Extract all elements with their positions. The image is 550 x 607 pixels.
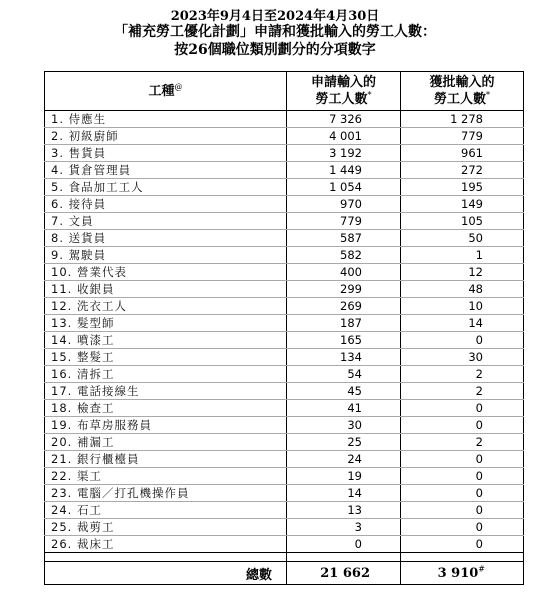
table-row: [45, 145, 524, 162]
header-job-type: [45, 72, 287, 111]
approved-cell: 12: [401, 264, 524, 281]
approved-cell: 195: [401, 179, 524, 196]
table-row: [45, 502, 524, 519]
job-type-cell: 14. 噴漆工: [45, 332, 287, 349]
applied-cell: 400: [287, 264, 401, 281]
applied-cell: 54: [287, 366, 401, 383]
header-applied-line2: 勞工人數: [315, 92, 368, 107]
approved-cell: 0: [401, 519, 524, 536]
header-approved-mark: *: [486, 90, 490, 100]
header-job-type-mark: @: [174, 82, 183, 92]
applied-cell: 4 001: [287, 128, 401, 145]
approved-cell: 14: [401, 315, 524, 332]
approved-cell: 0: [401, 332, 524, 349]
approved-cell: 0: [401, 468, 524, 485]
approved-cell: 2: [401, 366, 524, 383]
approved-cell: 2: [401, 383, 524, 400]
table-row: [45, 111, 524, 128]
job-type-cell: 10. 營業代表: [45, 264, 287, 281]
applied-cell: 299: [287, 281, 401, 298]
job-type-cell: 4. 貨倉管理員: [45, 162, 287, 179]
table-row: [45, 332, 524, 349]
table-row: [45, 179, 524, 196]
table-row: [45, 196, 524, 213]
total-label: 總數: [45, 562, 287, 585]
approved-cell: 272: [401, 162, 524, 179]
job-type-cell: 25. 裁剪工: [45, 519, 287, 536]
approved-cell: 961: [401, 145, 524, 162]
applied-cell: 1 054: [287, 179, 401, 196]
job-type-cell: 17. 電話接線生: [45, 383, 287, 400]
job-type-cell: 22. 渠工: [45, 468, 287, 485]
applied-cell: 587: [287, 230, 401, 247]
labour-table: [44, 71, 524, 585]
job-type-cell: 26. 裁床工: [45, 536, 287, 553]
applied-cell: 1 449: [287, 162, 401, 179]
approved-cell: 1 278: [401, 111, 524, 128]
applied-cell: 30: [287, 417, 401, 434]
job-type-cell: 6. 接待員: [45, 196, 287, 213]
table-row: [45, 162, 524, 179]
job-type-cell: 24. 石工: [45, 502, 287, 519]
approved-cell: 48: [401, 281, 524, 298]
header-approved-line2: 勞工人數: [433, 92, 486, 107]
applied-cell: 13: [287, 502, 401, 519]
job-type-cell: 1. 侍應生: [45, 111, 287, 128]
table-row: [45, 349, 524, 366]
job-type-cell: 15. 整髮工: [45, 349, 287, 366]
header-approved: [401, 72, 524, 111]
approved-cell: 2: [401, 434, 524, 451]
table-row: [45, 485, 524, 502]
table-row: [45, 298, 524, 315]
applied-cell: 165: [287, 332, 401, 349]
applied-cell: 24: [287, 451, 401, 468]
applied-cell: 41: [287, 400, 401, 417]
table-body: [45, 111, 524, 585]
total-approved-mark: #: [478, 564, 485, 574]
job-type-cell: 12. 洗衣工人: [45, 298, 287, 315]
title-line-2: 「補充勞工優化計劃」申請和獲批輸入的勞工人數：: [114, 24, 436, 40]
job-type-cell: 20. 補漏工: [45, 434, 287, 451]
table-row: [45, 281, 524, 298]
total-approved: [401, 562, 524, 585]
table-row: [45, 383, 524, 400]
applied-cell: 582: [287, 247, 401, 264]
approved-cell: 30: [401, 349, 524, 366]
job-type-cell: 9. 駕駛員: [45, 247, 287, 264]
title-line-1: 2023年9月4日至2024年4月30日: [170, 9, 380, 24]
table-row: [45, 434, 524, 451]
applied-cell: 187: [287, 315, 401, 332]
job-type-cell: 7. 文員: [45, 213, 287, 230]
header-applied: [287, 72, 401, 111]
applied-cell: 19: [287, 468, 401, 485]
approved-cell: 105: [401, 213, 524, 230]
table-row: [45, 400, 524, 417]
approved-cell: 779: [401, 128, 524, 145]
table-row: [45, 417, 524, 434]
table-row: [45, 315, 524, 332]
job-type-cell: 8. 送貨員: [45, 230, 287, 247]
approved-cell: 1: [401, 247, 524, 264]
header-job-type-label: 工種: [148, 83, 175, 99]
applied-cell: 7 326: [287, 111, 401, 128]
approved-cell: 0: [401, 502, 524, 519]
applied-cell: 3 192: [287, 145, 401, 162]
total-approved-value: 3 910: [437, 565, 479, 581]
total-applied: 21 662: [287, 562, 401, 585]
job-type-cell: 13. 髮型師: [45, 315, 287, 332]
job-type-cell: 18. 檢查工: [45, 400, 287, 417]
applied-cell: 3: [287, 519, 401, 536]
job-type-cell: 16. 清拆工: [45, 366, 287, 383]
approved-cell: 50: [401, 230, 524, 247]
applied-cell: 45: [287, 383, 401, 400]
job-type-cell: 5. 食品加工工人: [45, 179, 287, 196]
job-type-cell: 23. 電腦／打孔機操作員: [45, 485, 287, 502]
job-type-cell: 3. 售貨員: [45, 145, 287, 162]
spacer-row: [45, 553, 524, 562]
applied-cell: 269: [287, 298, 401, 315]
applied-cell: 134: [287, 349, 401, 366]
table-row: [45, 128, 524, 145]
applied-cell: 25: [287, 434, 401, 451]
title-line-3: 按26個職位類別劃分的分項數字: [174, 42, 376, 58]
applied-cell: 970: [287, 196, 401, 213]
applied-cell: 0: [287, 536, 401, 553]
table-row: [45, 230, 524, 247]
table-row: [45, 366, 524, 383]
approved-cell: 0: [401, 536, 524, 553]
table-row: [45, 536, 524, 553]
approved-cell: 0: [401, 485, 524, 502]
applied-cell: 14: [287, 485, 401, 502]
job-type-cell: 21. 銀行櫃檯員: [45, 451, 287, 468]
table-row: [45, 519, 524, 536]
table-row: [45, 468, 524, 485]
job-type-cell: 2. 初級廚師: [45, 128, 287, 145]
approved-cell: 149: [401, 196, 524, 213]
job-type-cell: 11. 收銀員: [45, 281, 287, 298]
table-row: [45, 451, 524, 468]
approved-cell: 0: [401, 417, 524, 434]
header-applied-mark: *: [367, 90, 372, 100]
approved-cell: 10: [401, 298, 524, 315]
table-row: [45, 247, 524, 264]
applied-cell: 779: [287, 213, 401, 230]
approved-cell: 0: [401, 400, 524, 417]
approved-cell: 0: [401, 451, 524, 468]
table-row: [45, 213, 524, 230]
header-approved-line1: 獲批輸入的: [429, 75, 495, 90]
header-applied-line1: 申請輸入的: [310, 75, 376, 90]
job-type-cell: 19. 布草房服務員: [45, 417, 287, 434]
table-row: [45, 264, 524, 281]
total-row: [45, 562, 524, 585]
table-header-row: [45, 72, 524, 111]
